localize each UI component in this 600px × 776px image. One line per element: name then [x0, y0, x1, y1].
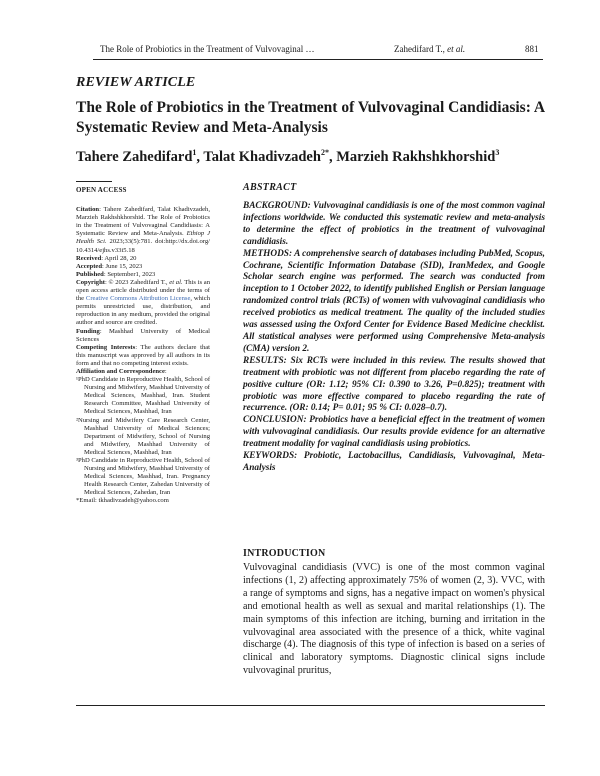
keywords-label: KEYWORDS:: [243, 451, 298, 462]
funding-value: : Mashhad University of Medical Sciences: [76, 327, 210, 343]
citation-journal: Ethiop J Health Sci.: [76, 230, 210, 246]
introduction-body: Vulvovaginal candidiasis (VVC) is one of the most common vaginal infections (1, 2) affecting approximately 75% of women (2, 3). VVC, with a range of symptoms and signs, has a negative impact on women's physical and emotional health as well as sexual and marital relationships (1). The main symptoms of this infection are itching, burning and irritation in the vulvovaginal area associated with the presence of a thick, white vaginal discharge (4). The diagnosis of this type of infection is based on a series of clinical and laboratory symptoms. Diagnostic clinical signs include vulvovaginal pruritus,: [243, 562, 545, 677]
received-label: Received: [76, 254, 102, 262]
article-info-sidebar: [76, 186, 210, 506]
author-affiliation-mark: 3: [495, 148, 500, 157]
copyright: [76, 279, 210, 328]
published-label: Published: [76, 270, 104, 278]
affiliation-2: ²Nursing and Midwifery Care Research Center, Mashhad University of Medical Sciences; Department of Midwifery, School of Nursing and Midwifery, Mashhad University of Medical Sciences, Mashhad, Iran: [76, 416, 210, 456]
received-value: : April 28, 20: [101, 254, 137, 262]
keywords-text: Probiotic, Lactobacillus, Candidiasis, Vulvovaginal, Meta-Analysis: [243, 451, 545, 473]
competing-label: Competing Interests: [76, 343, 136, 351]
running-author-etal: et al.: [447, 44, 466, 54]
copyright-text: : © 2023 Zahedifard T.,: [104, 278, 168, 286]
copyright-tail: , which permits unrestricted use, distribution, and reproduction in any medium, provided the original author and source are credited.: [76, 295, 210, 327]
results-label: RESULTS:: [243, 355, 287, 366]
introduction-heading: INTRODUCTION: [243, 548, 326, 559]
accepted-label: Accepted: [76, 262, 102, 270]
conclusion-text: Probiotics have a beneficial effect in the treatment of women with vulvovaginal candidiasis. Our results provide evidence for an alternative treatment modality for vaginal candidiasis using probiotics.: [243, 415, 545, 450]
conclusion-label: CONCLUSION:: [243, 415, 307, 426]
abstract-heading: ABSTRACT: [243, 182, 297, 193]
competing-value: : The authors declare that this manuscript was approved by all authors in its form and that no competing interest exists.: [76, 343, 210, 367]
accepted-value: : June 15, 2023: [102, 262, 143, 270]
published-date: [76, 271, 210, 279]
competing-interests: [76, 344, 210, 368]
background-text: Vulvovaginal candidiasis is one of the most common vaginal infections worldwide. We conducted this systematic review and meta-analysis to determine the effect of probiotics in the treatment of vulvovaginal candidiasis.: [243, 201, 545, 247]
author-list: Tahere Zahedifard$^1$, Talat Khadivzadeh$^{2*}$, Marzieh Rakhshkhorshid$^3$: [76, 148, 500, 165]
received-date: [76, 255, 210, 263]
background-label: BACKGROUND:: [243, 201, 311, 211]
abstract-conclusion: [243, 415, 545, 451]
affiliation-heading: [76, 368, 210, 376]
methods-text: A comprehensive search of databases including PubMed, Scopus, Cochrane, Scientific Information Database (SID), IranMedex, and Google Scholar search engine was performed. The search was conducted from inception to 1 October 2022, to identify published English or Persian language randomized control trials (RCTs) of women with vulvovaginal candidiasis who received probiotics as medical treatment. The quality of the included studies was assessed using the Oxford Center for Evidence Based Medicine checklist. All statistical analyses were performed using Comprehensive Meta-analysis (CMA) version 2.: [243, 248, 545, 354]
citation-label: Citation: [76, 206, 100, 214]
funding: [76, 328, 210, 344]
correspondence-email[interactable]: *Email: tkhadivzadeh@yahoo.com: [76, 497, 169, 505]
running-author: [394, 44, 465, 54]
abstract-results: [243, 356, 545, 416]
paper-title: The Role of Probiotics in the Treatment of Vulvovaginal Candidiasis: A Systematic Review and Meta-Analysis: [76, 99, 545, 136]
affiliation-3: ³PhD Candidate in Reproductive Health, School of Nursing and Midwifery, Mashhad University of Medical Sciences, Mashhad, Iran. Pregnancy Health Research Center, Zahedan University of Medical Sciences, Zahedan, Iran: [76, 457, 211, 497]
citation-tail: 2023;33(5):781. doi:http://dx.doi.org/ 10.4314/ejhs.v33i5.18: [76, 238, 210, 254]
abstract-background: [243, 201, 545, 249]
article-type: REVIEW ARTICLE: [76, 75, 196, 90]
abstract-methods: [243, 249, 545, 356]
footer-rule: [76, 705, 545, 706]
page-number: 881: [525, 44, 539, 54]
author-affiliation-mark: 2*: [320, 148, 329, 157]
license-link[interactable]: Creative Commons Attribution License: [85, 295, 191, 303]
results-text: Six RCTs were included in this review. The results showed that treatment with probiotic was not different from placebo regarding the rate of positive culture (OR: 1.12; 95% CI: 0.390 to 3.26, P=0.825); treatment with probiotic was more effective compared to placebo regarding the rate of recurrence. (OR: 0.14; P= 0.01; 95 % CI: 0.028–0.7).: [243, 355, 545, 414]
accepted-date: [76, 263, 210, 271]
author-name: Talat Khadivzadeh: [203, 148, 321, 165]
copyright-label: Copyright: [76, 278, 105, 286]
running-author-name: Zahedifard T.,: [394, 44, 445, 54]
citation-text: : Tahere Zahedifard, Talat Khadivzadeh, Marzieh Rakhshkhorshid. The Role of Probiotics in the Treatment of Vulvovaginal Candidiasis: A Systematic Review and Meta-Analysis.: [76, 206, 210, 238]
citation: [76, 206, 210, 255]
abstract-body: [243, 201, 545, 475]
methods-label: METHODS:: [243, 248, 293, 259]
copyright-cont: This is an open access article distributed under the terms of the: [76, 278, 211, 303]
author-name: Marzieh Rakhshkhorshid: [336, 148, 496, 165]
affiliation-1: ¹PhD Candidate in Reproductive Health, School of Nursing and Midwifery, Mashhad University of Medical Sciences, Mashhad, Iran. Student Research Committee, Mashhad University of Medical Sciences, Mashhad, Iran: [76, 376, 211, 416]
affiliation-label: Affiliation and Correspondence: [76, 367, 165, 375]
author-affiliation-mark: 1: [192, 148, 197, 157]
funding-label: Funding: [76, 327, 100, 335]
author-name: Tahere Zahedifard: [76, 148, 193, 165]
published-value: : September1, 2023: [103, 270, 156, 278]
sidebar-rule: [76, 181, 112, 182]
affiliation-colon: :: [164, 367, 167, 375]
copyright-etal: et al.: [169, 278, 183, 286]
open-access-label: OPEN ACCESS: [76, 186, 127, 194]
abstract-keywords: [243, 451, 545, 475]
header-rule: [93, 59, 543, 60]
running-title: The Role of Probiotics in the Treatment of Vulvovaginal …: [100, 44, 315, 54]
